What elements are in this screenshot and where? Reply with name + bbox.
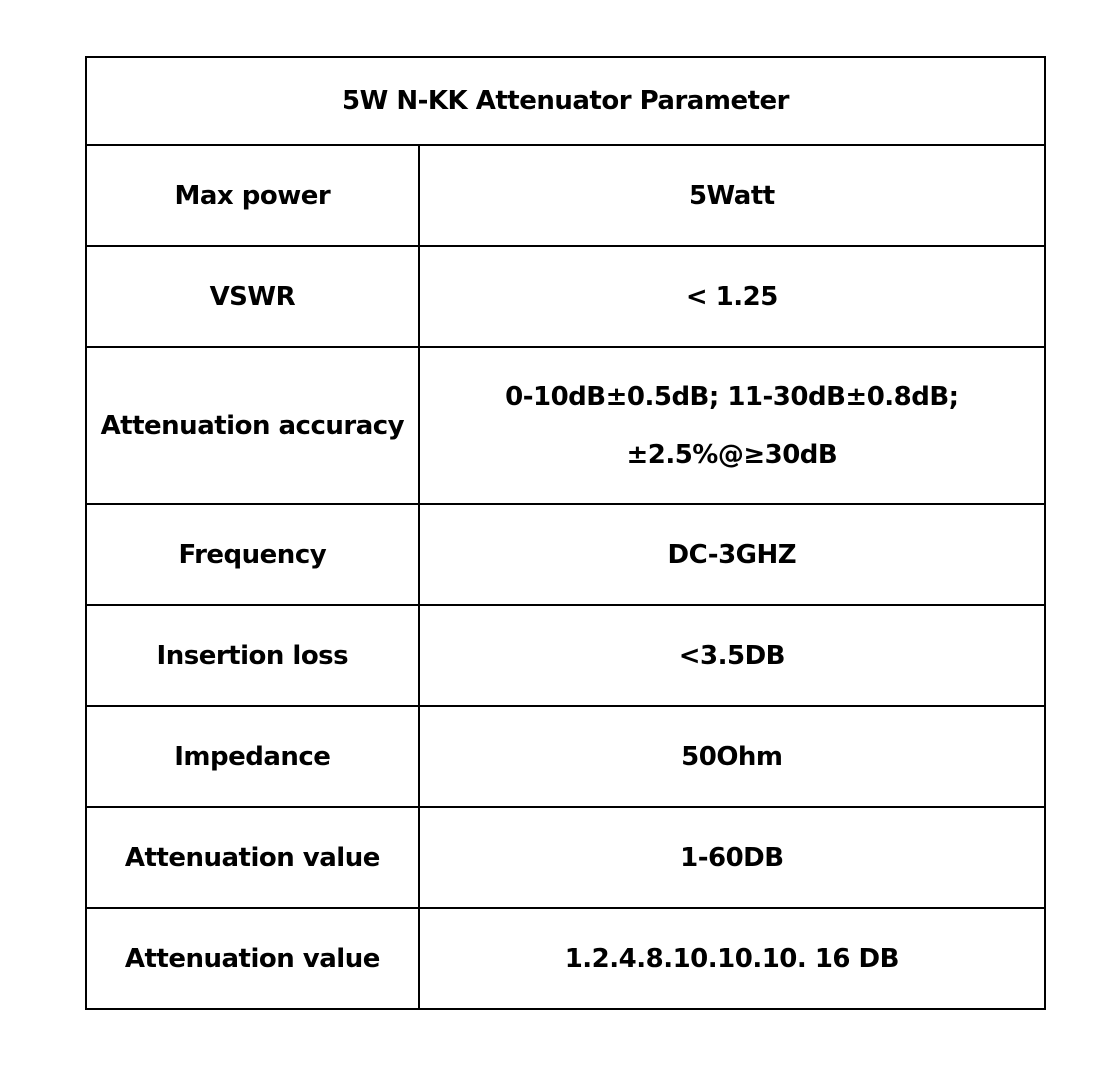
param-name-cell: Frequency [86, 504, 419, 605]
param-name-cell: Max power [86, 145, 419, 246]
table-row [86, 504, 1045, 605]
table-row [86, 807, 1045, 908]
attenuator-parameter-table [85, 56, 1046, 1010]
table-title-row [86, 57, 1045, 145]
param-value-cell: 5Watt [419, 145, 1045, 246]
param-name-cell: Attenuation value [86, 908, 419, 1009]
param-value-cell: < 1.25 [419, 246, 1045, 347]
table-row [86, 347, 1045, 504]
param-value-line: 0-10dB±0.5dB; 11-30dB±0.8dB; [505, 381, 959, 412]
param-name-cell: Attenuation accuracy [86, 347, 419, 504]
param-value-cell [419, 347, 1045, 504]
param-name-cell: Attenuation value [86, 807, 419, 908]
param-value-cell: <3.5DB [419, 605, 1045, 706]
param-name-cell: Insertion loss [86, 605, 419, 706]
param-name-cell: Impedance [86, 706, 419, 807]
table-row [86, 605, 1045, 706]
param-value-cell: 1.2.4.8.10.10.10. 16 DB [419, 908, 1045, 1009]
param-name-cell: VSWR [86, 246, 419, 347]
param-value-cell: 1-60DB [419, 807, 1045, 908]
param-value-cell: 50Ohm [419, 706, 1045, 807]
table-row [86, 706, 1045, 807]
param-value-line: ±2.5%@≥30dB [626, 439, 838, 470]
table-row [86, 145, 1045, 246]
table-row [86, 246, 1045, 347]
param-value-cell: DC-3GHZ [419, 504, 1045, 605]
table-row [86, 908, 1045, 1009]
table-title: 5W N-KK Attenuator Parameter [86, 57, 1045, 145]
